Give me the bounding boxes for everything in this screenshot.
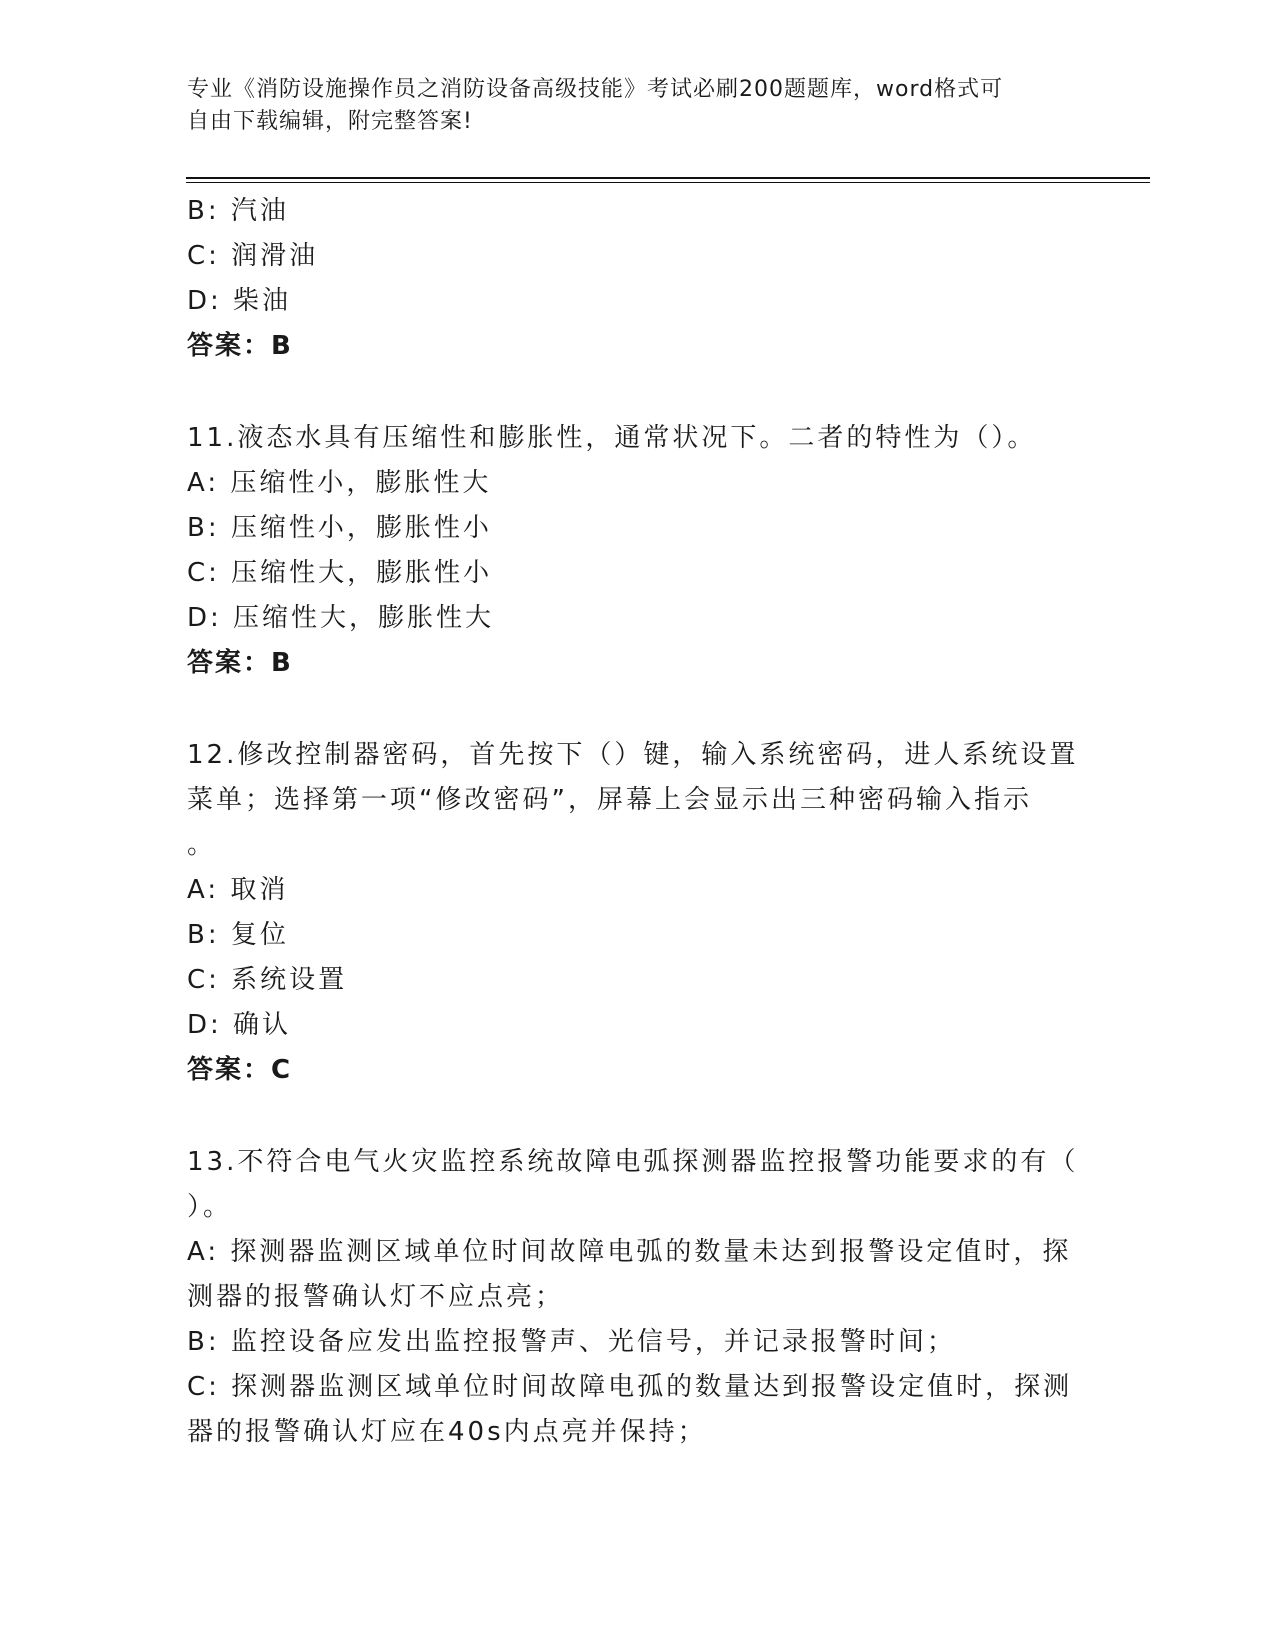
option-d: D: 压缩性大，膨胀性大 — [187, 603, 495, 633]
question-content — [187, 189, 1087, 1455]
question-text-line-2: 菜单；选择第一项“修改密码”，屏幕上会显示出三种密码输入指示 — [187, 785, 1032, 815]
option-c-line-1: C: 探测器监测区域单位时间故障电孤的数量达到报警设定值时，探测 — [187, 1372, 1073, 1402]
answer-line: 答案：B — [187, 331, 293, 361]
question-text-line-1: 13.不符合电气火灾监控系统故障电弧探测器监控报警功能要求的有（ — [187, 1147, 1079, 1177]
option-a-line-2: 测器的报警确认灯不应点亮； — [187, 1282, 565, 1312]
question-text-line-1: 12.修改控制器密码，首先按下（）键，输入系统密码，进人系统设置 — [187, 740, 1079, 770]
header-line-2: 自由下载编辑，附完整答案! — [187, 109, 473, 134]
option-d: D: 柴油 — [187, 286, 292, 316]
option-d: D: 确认 — [187, 1010, 292, 1040]
option-a: A: 取消 — [187, 875, 289, 905]
answer-line: 答案：C — [187, 1055, 293, 1085]
option-b: B: 压缩性小，膨胀性小 — [187, 513, 492, 543]
question-13-block — [187, 1140, 1087, 1455]
option-a: A: 压缩性小，膨胀性大 — [187, 468, 492, 498]
answer-line: 答案：B — [187, 648, 293, 678]
question-text: 11.液态水具有压缩性和膨胀性，通常状况下。二者的特性为（）。 — [187, 423, 1037, 453]
option-c: C: 系统设置 — [187, 965, 348, 995]
question-text-line-2: ）。 — [187, 1192, 233, 1222]
option-a-line-1: A: 探测器监测区域单位时间故障电弧的数量未达到报警设定值时，探 — [187, 1237, 1072, 1267]
page-header — [187, 74, 1087, 138]
option-c: C: 润滑油 — [187, 241, 319, 271]
question-12-block — [187, 733, 1087, 1093]
header-line-1: 专业《消防设施操作员之消防设备高级技能》考试必刷200题题库，word格式可 — [187, 77, 1004, 102]
prev-question-block — [187, 189, 1087, 369]
option-b: B: 复位 — [187, 920, 289, 950]
header-divider-thick — [186, 177, 1150, 179]
header-divider-thin — [186, 182, 1150, 183]
question-11-block — [187, 416, 1087, 686]
option-b: B: 监控设备应发出监控报警声、光信号，并记录报警时间； — [187, 1327, 956, 1357]
option-b: B: 汽油 — [187, 196, 289, 226]
option-c-line-2: 器的报警确认灯应在40s内点亮并保持； — [187, 1417, 707, 1447]
option-c: C: 压缩性大，膨胀性小 — [187, 558, 493, 588]
question-text-line-3: 。 — [187, 830, 217, 860]
